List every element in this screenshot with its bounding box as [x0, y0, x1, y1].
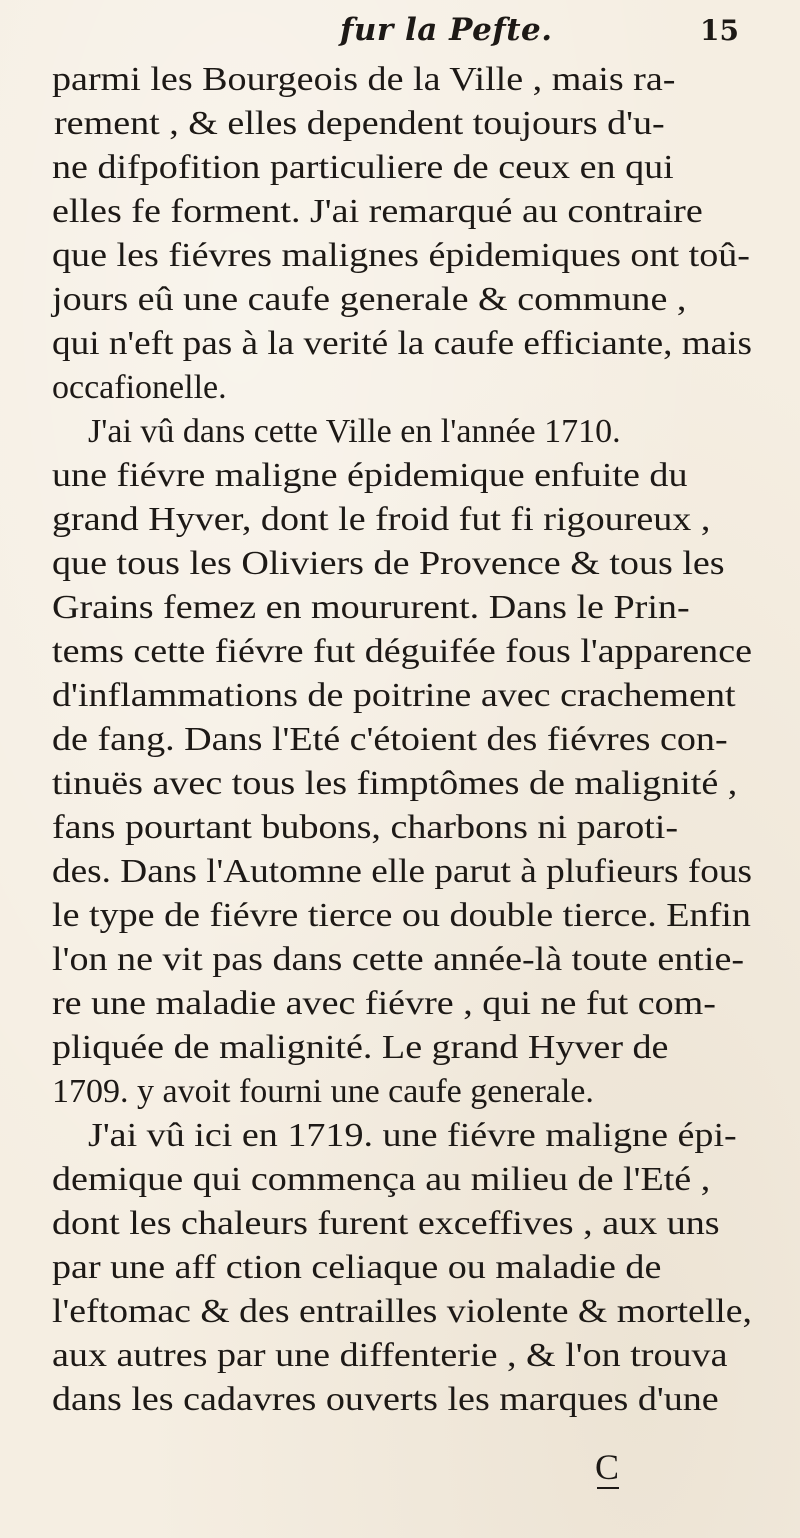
line-text: parmi les Bourgeois de la Ville , mais ra- — [52, 61, 676, 98]
text-line — [0, 1290, 800, 1334]
paragraph-start-line — [0, 410, 800, 454]
line-text: fans pourtant bubons, charbons ni paroti- — [52, 809, 679, 846]
line-text: rement , & elles dependent toujours d'u- — [54, 105, 665, 142]
line-text: pliquée de malignité. Le grand Hyver de — [52, 1029, 669, 1066]
text-line — [0, 278, 800, 322]
line-text: que les fiévres malignes épidemiques ont toû- — [52, 237, 750, 274]
text-line — [0, 1202, 800, 1246]
line-text: une fiévre maligne épidemique enfuite du — [52, 457, 688, 494]
text-line — [0, 850, 800, 894]
line-text: occafionelle. — [52, 369, 227, 406]
line-text: demique qui commença au milieu de l'Eté , — [52, 1161, 711, 1198]
text-line — [0, 894, 800, 938]
line-text: grand Hyver, dont le froid fut fi rigoureux , — [52, 501, 711, 538]
line-text: re une maladie avec fiévre , qui ne fut com- — [52, 985, 716, 1022]
line-text: 1709. y avoit fourni une caufe generale. — [52, 1073, 594, 1110]
signature-mark: C — [595, 1447, 620, 1487]
line-text: Grains femez en moururent. Dans le Prin- — [52, 589, 690, 626]
paragraph-start-line — [0, 1114, 800, 1158]
line-text: tems cette fiévre fut déguifée fous l'apparence — [52, 633, 752, 670]
text-line — [0, 146, 800, 190]
line-text: que tous les Oliviers de Provence & tous les — [52, 545, 725, 582]
text-line — [0, 102, 800, 146]
text-line — [0, 366, 800, 410]
text-line — [0, 498, 800, 542]
line-text: jours eû une caufe generale & commune , — [52, 281, 687, 318]
page-header — [0, 8, 800, 58]
text-line — [0, 762, 800, 806]
text-line — [0, 718, 800, 762]
line-text: ne difpofition particuliere de ceux en qui — [52, 149, 674, 186]
text-line — [0, 234, 800, 278]
text-line — [0, 806, 800, 850]
line-text: l'on ne vit pas dans cette année-là toute entie- — [52, 941, 745, 978]
text-line — [0, 190, 800, 234]
text-line — [0, 674, 800, 718]
line-text: J'ai vû dans cette Ville en l'année 1710. — [88, 413, 621, 450]
text-line — [0, 630, 800, 674]
text-line — [0, 1158, 800, 1202]
line-text: qui n'eft pas à la verité la caufe efficiante, mais — [52, 325, 752, 362]
line-text: l'eftomac & des entrailles violente & mortelle, — [52, 1293, 752, 1330]
running-title: fur la Pefte. — [340, 12, 553, 48]
text-line — [0, 58, 800, 102]
text-line — [0, 982, 800, 1026]
text-line — [0, 1070, 800, 1114]
line-text: des. Dans l'Automne elle parut à plufieurs fous — [52, 853, 752, 890]
text-line — [0, 938, 800, 982]
line-text: de fang. Dans l'Eté c'étoient des fiévres con- — [52, 721, 728, 758]
line-text: d'inflammations de poitrine avec crachement — [52, 677, 736, 714]
text-line — [0, 1026, 800, 1070]
page-number: 15 — [700, 14, 739, 47]
text-line — [0, 586, 800, 630]
line-text: aux autres par une diffenterie , & l'on trouva — [52, 1337, 728, 1374]
line-text: par une aff ction celiaque ou maladie de — [52, 1249, 662, 1286]
text-line — [0, 322, 800, 366]
text-line — [0, 1334, 800, 1378]
text-line — [0, 542, 800, 586]
line-text: tinuës avec tous les fimptômes de malignité , — [52, 765, 738, 802]
line-text: J'ai vû ici en 1719. une fiévre maligne épi- — [88, 1117, 737, 1154]
line-text: dans les cadavres ouverts les marques d'une — [52, 1381, 719, 1418]
line-text: dont les chaleurs furent exceffives , aux uns — [52, 1205, 720, 1242]
text-line — [0, 1378, 800, 1422]
text-line — [0, 454, 800, 498]
line-text: elles fe forment. J'ai remarqué au contraire — [52, 193, 703, 230]
line-text: le type de fiévre tierce ou double tierce. Enfin — [52, 897, 751, 934]
text-line — [0, 1246, 800, 1290]
